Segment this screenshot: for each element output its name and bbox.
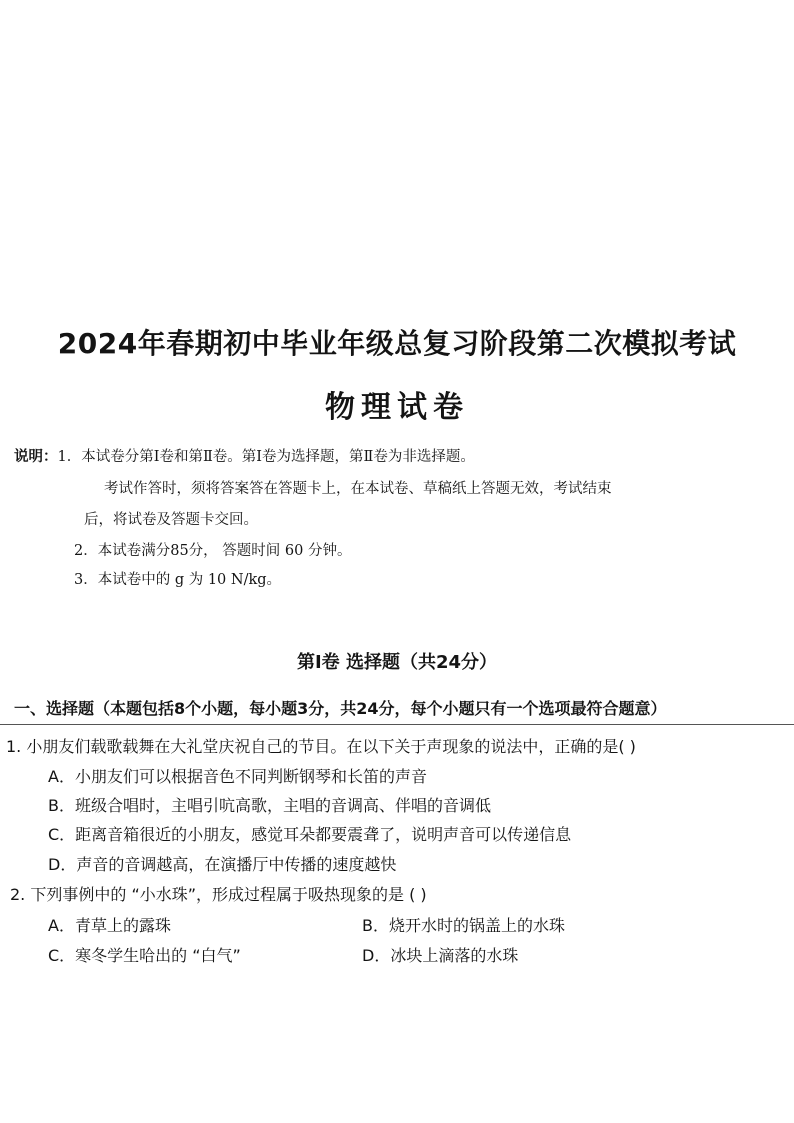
instruction-line-2: 考试作答时，须将答案答在答题卡上，在本试卷、草稿纸上答题无效，考试结束: [104, 481, 612, 497]
instruction-line-4: 2．本试卷满分85分， 答题时间 60 分钟。: [74, 543, 352, 559]
question-1-option-b: B．班级合唱时，主唱引吭高歌，主唱的音调高、伴唱的音调低: [48, 796, 491, 815]
question-1-option-a: A．小朋友们可以根据音色不同判断钢琴和长笛的声音: [48, 767, 427, 786]
exam-title: 2024年春期初中毕业年级总复习阶段第二次模拟考试: [57, 327, 737, 360]
question-2-option-b: B．烧开水时的锅盖上的水珠: [362, 916, 565, 935]
question-1-option-d: D．声音的音调越高，在演播厅中传播的速度越快: [48, 855, 397, 874]
question-2-option-a: A．青草上的露珠: [48, 916, 171, 935]
question-2-option-c: C．寒冬学生哈出的 “白气”: [48, 946, 241, 965]
question-1-stem: 1. 小朋友们载歌载舞在大礼堂庆祝自己的节目。在以下关于声现象的说法中，正确的是( ): [6, 737, 636, 756]
section-heading: 第Ⅰ卷 选择题（共24分）: [296, 652, 497, 673]
divider-line: [0, 724, 794, 725]
exam-subject-title: 物理试卷: [325, 390, 469, 425]
instructions-label: 说明：: [14, 448, 58, 465]
instruction-line-1: 说明：1．本试卷分第Ⅰ卷和第Ⅱ卷。第Ⅰ卷为选择题，第Ⅱ卷为非选择题。: [14, 448, 475, 465]
instruction-line-5: 3．本试卷中的 g 为 10 N/kg。: [74, 572, 282, 588]
question-2-stem: 2. 下列事例中的 “小水珠”，形成过程属于吸热现象的是 ( ): [10, 885, 427, 904]
question-2-option-d: D．冰块上滴落的水珠: [362, 946, 519, 965]
instruction-line-3: 后，将试卷及答题卡交回。: [84, 512, 258, 528]
question-1-option-c: C．距离音箱很近的小朋友，感觉耳朵都要震聋了，说明声音可以传递信息: [48, 825, 572, 844]
part-heading: 一、选择题（本题包括8个小题，每小题3分，共24分，每个小题只有一个选项最符合题意）: [14, 699, 667, 718]
